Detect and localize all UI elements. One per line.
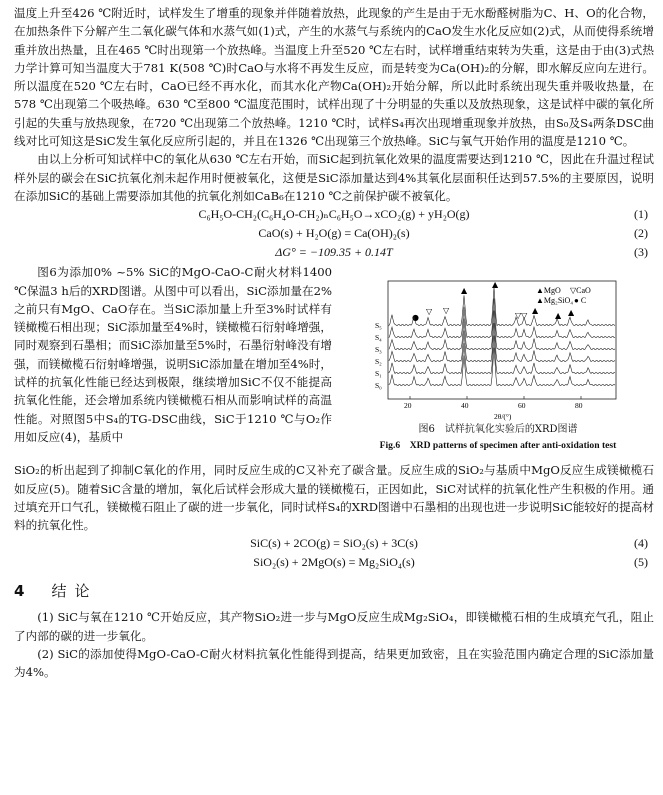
legend-cao: ▽CaO [570,286,591,296]
marker-cao-1: ▽ [426,307,433,317]
equation-2 [14,224,654,243]
figure-caption-en: Fig.6 XRD patterns of specimen after anti-oxidation test [379,440,617,452]
legend-c: ● C [574,296,587,306]
legend-mg2sio4: ▲Mg₂SiO₄ [536,296,574,306]
xrd-trace [389,323,615,362]
equation-1 [14,205,654,224]
paper-page [14,4,654,682]
marker-mgo-1: ▲ [461,286,468,296]
x-tick-80: 80 [575,401,583,411]
equation-5 [14,553,654,572]
conclusion-item-1: (1) SiC与氧在1210 ℃开始反应，其产物SiO₂进一步与MgO反应生成Mg₂SiO₄，即镁橄榄石相的生成填充气孔，阻止了内部的碳的进一步氧化。 [14,610,654,643]
xrd-trace [389,336,615,374]
figure-caption-cn: 图6 试样抗氧化实验后的XRD图谱 [418,424,578,436]
equation-4 [14,534,654,553]
marker-c: ● [412,313,419,323]
series-label-s2: S₂ [375,357,382,367]
equation-3-body: ΔG° = −109.35 + 0.14T [275,245,393,260]
x-tick-60: 60 [518,401,526,411]
equation-5-number: (5) [634,555,648,570]
x-tick-40: 40 [461,401,469,411]
x-tick-20: 20 [404,401,412,411]
xrd-trace [389,348,615,386]
marker-mg2sio4: ▲ [555,311,562,321]
equation-4-number: (4) [634,536,648,551]
marker-cao-2: ▽ [443,306,450,316]
marker-mgo-4: ▲ [568,308,575,318]
equation-2-body: CaO(s) + H₂O(g) = Ca(OH)₂(s) [258,226,410,241]
equation-3 [14,243,654,262]
legend-mgo: ▲MgO [536,286,561,296]
paragraph-xrd-analysis: 图6为添加0% ~5% SiC的MgO-CaO-C耐火材料1400 ℃保温3 h后的XRD图谱。从图中可以看出，SiC添加量在2%之前只有MgO、CaO存在。当SiC添加量上升至3%时试样有镁橄榄石相出现；SiC添加量至4%时，镁橄榄石衍射峰增强，同时观察到石墨相；而SiC添加量至5%时，石墨衍射峰没有增强，而镁橄榄石衍射峰增强，说明SiC添加量在增加至4%时，试样的抗氧化性能已经达到极限，继续增加SiC不仅不能提高抗氧化性能，还会增加系统内镁橄榄石相从而影响试样的高温性能。对照图5中S₄的TG-DSC曲线，SiC于1210 ℃与O₂作用如反应(4)，基质中 [14,265,332,444]
section-title: 结论 [51,582,98,601]
series-label-s1: S₁ [375,369,382,379]
text-figure-wrap [14,263,654,461]
equation-5-body: SiO₂(s) + 2MgO(s) = Mg₂SiO₄(s) [253,555,415,570]
equation-4-body: SiC(s) + 2CO(g) = SiO₂(s) + 3C(s) [250,536,418,551]
series-label-s0: S₀ [375,381,382,391]
equation-3-number: (3) [634,245,648,260]
section-number: 4 [14,582,26,601]
equation-1-body: C₆H₅O-CH₂(C₆H₄O-CH₂)ₙC₆H₅O→xCO₂(g) + yH₂O(g) [198,207,470,222]
series-label-s5: S₅ [375,321,382,331]
xrd-plot [348,271,654,421]
section-heading-conclusion [14,580,654,602]
series-label-s3: S₃ [375,345,382,355]
equation-1-number: (1) [634,207,648,222]
xrd-trace [389,311,615,350]
series-label-s4: S₄ [375,333,382,343]
equation-2-number: (2) [634,226,648,241]
paragraph-oxidation-summary: 由以上分析可知试样中C的氧化从630 ℃左右开始，而SiC起到抗氧化效果的温度需要达到1210 ℃，因此在升温过程试样外层的碳会在SiC抗氧化剂未起作用时便被氧化，这便是SiC添加量达到4%其氧化层面积任达到57.5%的主要原因，说明在添加SiC的基础上需要添加其他的抗氧化剂如CaB₆在1210 ℃之前保护碳不被氧化。 [14,152,654,203]
paragraph-dsc-analysis: 温度上升至426 ℃附近时，试样发生了增重的现象并伴随着放热，此现象的产生是由于无水酚醛树脂为C、H、O的化合物，在加热条件下分解产生二氧化碳气体和水蒸气如(1)式，产生的水蒸气与系统内的CaO发生水化反应如(2)式，从而使得系统增重并放出热量，且在465 ℃时出现第一个放热峰。当温度上升至520 ℃左右时，试样增重结束转为失重，这是由于由(3)式热力学计算可知当温度大于781 K(508 ℃)时CaO与水将不再发生反应，而是转变为Ca(OH)₂的分解，即水解反应向左进行。所以温度在520 ℃左右时，CaO已经不再水化，而其水化产物Ca(OH)₂开始分解，所以此时系统出现失重并吸收热量，在578 ℃出现第二个吸热峰。630 ℃至800 ℃温度范围时，试样出现了十分明显的失重以及放热现象，这是试样中碳的氧化所引起的失重与放热现象，在720 ℃出现第二个放热峰。1210 ℃时，试样S₄再次出现增重现象并放热，由S₀及S₄两条DSC曲线对比可知这是SiC发生氧化反应所引起的，并且在1326 ℃出现第三个放热峰。SiC与氧气开始作用的温度是1210 ℃。 [14,6,654,149]
marker-mgo-2: ▲ [492,280,499,290]
conclusion-item-2: (2) SiC的添加使得MgO-CaO-C耐火材料抗氧化性能得到提高，结果更加致密，且在实验范围内确定合理的SiC添加量为4%。 [14,647,654,680]
marker-mgo-3: ▲ [532,306,539,316]
paragraph-reaction-mechanism: SiO₂的析出起到了抑制C氧化的作用，同时反应生成的C又补充了碳含量。反应生成的SiO₂与基质中MgO反应生成镁橄榄石如反应(5)。随着SiC含量的增加，氧化后试样会形成大量的镁橄榄石，正因如此，SiC对试样的抗氧化性产生积极的作用。通过填充开口气孔，镁橄榄石阻止了碳的进一步氧化，同时试样S₄的XRD图谱中石墨相的出现也进一步说明SiC能较好的提高材料的抗氧化性。 [14,463,654,533]
figure-6-xrd [348,271,654,459]
marker-cao-3: ▽▽ [515,311,528,321]
x-axis-label: 2θ/(°) [494,412,512,422]
